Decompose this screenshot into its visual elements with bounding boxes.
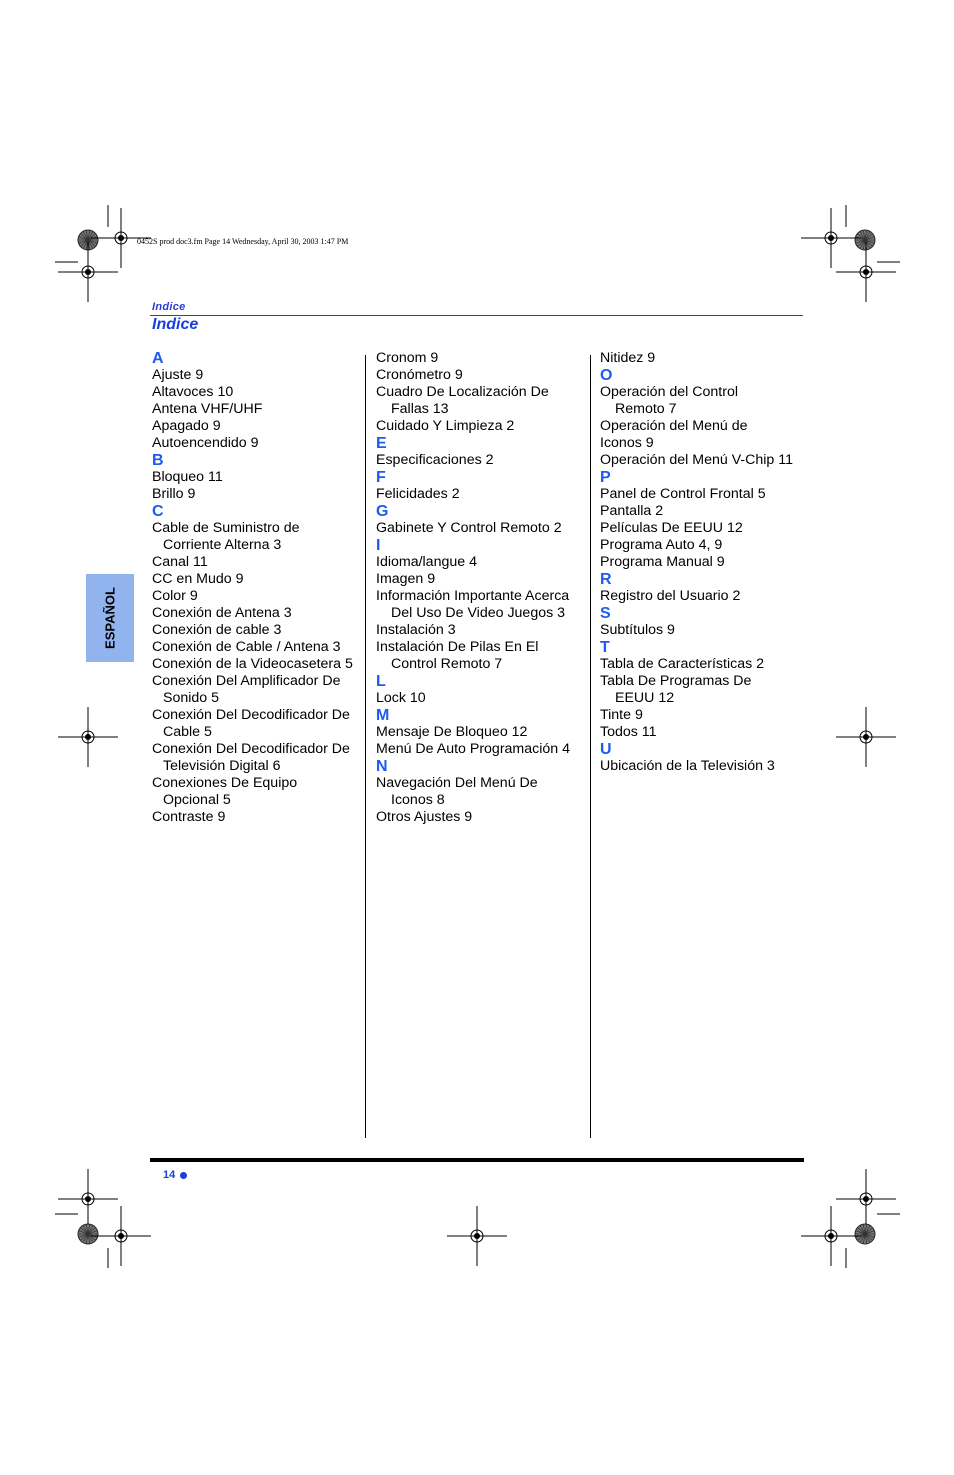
index-entry <box>152 571 362 588</box>
page-title: Indice <box>152 316 199 333</box>
crosshair-icon <box>91 208 151 268</box>
bullet-icon <box>180 1172 187 1179</box>
index-entry <box>152 809 362 826</box>
index-entry <box>600 724 805 741</box>
index-entry-text: CC en Mudo 9 <box>152 571 244 587</box>
index-entry-text: Autoencendido 9 <box>152 435 259 451</box>
index-entry <box>152 367 362 384</box>
index-letter-heading: L <box>376 673 386 690</box>
index-entry <box>600 503 805 520</box>
crosshair-icon <box>58 1169 118 1229</box>
index-entry-text: Panel de Control Frontal 5 <box>600 486 766 502</box>
index-entry-text: Registro del Usuario 2 <box>600 588 741 604</box>
index-entry-text: Cronómetro 9 <box>376 367 463 383</box>
running-header: Indice <box>152 301 186 313</box>
crosshair-icon <box>447 1206 507 1266</box>
index-entry <box>600 622 805 639</box>
index-entry <box>376 622 588 639</box>
index-entry-text: Otros Ajustes 9 <box>376 809 473 825</box>
registration-disc-icon <box>855 230 875 250</box>
index-entry-text: Brillo 9 <box>152 486 196 502</box>
index-entry <box>600 758 805 775</box>
index-entry <box>600 418 805 435</box>
index-entry-text: Instalación 3 <box>376 622 456 638</box>
index-entry-text: Películas De EEUU 12 <box>600 520 743 536</box>
crosshair-icon <box>58 707 118 767</box>
index-entry-text: Información Importante Acerca <box>376 588 570 604</box>
index-entry-text: Operación del Menú V-Chip 11 <box>600 452 793 468</box>
index-entry-text: Imagen 9 <box>376 571 436 587</box>
index-entry-text: Lock 10 <box>376 690 426 706</box>
index-entry-continuation: Televisión Digital 6 <box>163 758 281 774</box>
index-entry-text: Ubicación de la Televisión 3 <box>600 758 775 774</box>
index-entry-text: Cuadro De Localización De <box>376 384 549 400</box>
index-entry <box>152 486 362 503</box>
index-entry <box>152 605 362 622</box>
column-divider <box>365 355 366 1138</box>
index-entry-text: Bloqueo 11 <box>152 469 223 485</box>
index-entry-text: Conexión de Cable / Antena 3 <box>152 639 341 655</box>
index-entry <box>376 486 588 503</box>
index-entry-continuation: Iconos 8 <box>391 792 445 808</box>
index-entry <box>600 656 805 673</box>
index-entry <box>152 741 362 775</box>
index-entry-text: Menú De Auto Programación 4 <box>376 741 571 757</box>
index-letter-heading: S <box>600 605 611 622</box>
index-entry <box>152 384 362 401</box>
index-entry <box>376 588 588 622</box>
index-entry-text: Conexión Del Amplificador De <box>152 673 341 689</box>
index-entry <box>376 724 588 741</box>
index-entry-text: Tabla de Características 2 <box>600 656 765 672</box>
index-entry <box>152 622 362 639</box>
file-info: 0452S prod doc3.fm Page 14 Wednesday, April 30, 2003 1:47 PM <box>137 237 349 246</box>
index-entry <box>600 350 805 367</box>
index-entry <box>600 520 805 537</box>
index-entry <box>376 775 588 809</box>
index-entry-continuation: Opcional 5 <box>163 792 231 808</box>
index-letter-heading: M <box>376 707 390 724</box>
crosshair-icon <box>836 242 896 302</box>
index-letter-heading: R <box>600 571 612 588</box>
header-rule <box>150 315 803 316</box>
index-entry-text: Antena VHF/UHF <box>152 401 263 417</box>
index-entry-text: Color 9 <box>152 588 198 604</box>
index-entry <box>600 452 805 469</box>
index-entry-text: Gabinete Y Control Remoto 2 <box>376 520 562 536</box>
index-entry <box>376 639 588 673</box>
index-entry-text: Altavoces 10 <box>152 384 234 400</box>
footer-rule <box>150 1158 804 1162</box>
index-entry <box>152 588 362 605</box>
index-entry-text: Apagado 9 <box>152 418 221 434</box>
index-entry-text: Programa Manual 9 <box>600 554 725 570</box>
index-entry-text: Cuidado Y Limpieza 2 <box>376 418 515 434</box>
index-entry <box>152 401 362 418</box>
index-entry-text: Conexión de Antena 3 <box>152 605 292 621</box>
language-tab <box>86 574 134 662</box>
index-entry-text: Tabla De Programas De <box>600 673 752 689</box>
crosshair-icon <box>58 242 118 302</box>
index-entry-continuation: Del Uso De Video Juegos 3 <box>391 605 566 621</box>
index-entry-text: Conexión de la Videocasetera 5 <box>152 656 353 672</box>
index-entry-continuation: Remoto 7 <box>615 401 677 417</box>
index-entry-text: Tinte 9 <box>600 707 643 723</box>
index-entry <box>152 435 362 452</box>
index-entry-text: Cable de Suministro de <box>152 520 300 536</box>
index-entry-text: Canal 11 <box>152 554 208 570</box>
crosshair-icon <box>91 1206 151 1266</box>
index-entry-text: Instalación De Pilas En El <box>376 639 539 655</box>
index-column-2 <box>376 350 588 826</box>
crosshair-icon <box>836 707 896 767</box>
index-entry-text: Todos 11 <box>600 724 657 740</box>
index-entry-text: Nitidez 9 <box>600 350 656 366</box>
index-entry-continuation: Control Remoto 7 <box>391 656 503 672</box>
index-entry <box>376 350 588 367</box>
index-entry-text: Cronom 9 <box>376 350 439 366</box>
index-entry-text: Mensaje De Bloqueo 12 <box>376 724 528 740</box>
index-entry <box>376 367 588 384</box>
index-entry <box>600 554 805 571</box>
index-letter-heading: C <box>152 503 164 520</box>
index-entry <box>600 486 805 503</box>
index-letter-heading: A <box>152 350 164 367</box>
index-column-3 <box>600 350 805 775</box>
index-entry-text: Felicidades 2 <box>376 486 460 502</box>
index-entry-text: Conexión Del Decodificador De <box>152 741 350 757</box>
index-entry-continuation: Sonido 5 <box>163 690 220 706</box>
index-entry <box>152 418 362 435</box>
index-entry-text: Iconos 9 <box>600 435 654 451</box>
index-entry-text: Operación del Menú de <box>600 418 748 434</box>
index-letter-heading: G <box>376 503 389 520</box>
index-entry <box>152 775 362 809</box>
index-entry-continuation: Cable 5 <box>163 724 212 740</box>
index-entry-text: Conexión Del Decodificador De <box>152 707 350 723</box>
crosshair-icon <box>801 208 861 268</box>
index-letter-heading: U <box>600 741 612 758</box>
index-letter-heading: P <box>600 469 611 486</box>
index-entry <box>600 673 805 707</box>
index-entry-text: Ajuste 9 <box>152 367 204 383</box>
page-number: 14 <box>163 1169 176 1181</box>
index-letter-heading: B <box>152 452 164 469</box>
index-entry <box>376 554 588 571</box>
index-entry <box>152 673 362 707</box>
index-letter-heading: F <box>376 469 386 486</box>
index-entry-text: Conexiones De Equipo <box>152 775 298 791</box>
index-entry <box>376 690 588 707</box>
index-entry <box>376 384 588 418</box>
index-entry <box>152 656 362 673</box>
index-entry <box>600 707 805 724</box>
index-entry <box>152 707 362 741</box>
index-entry <box>152 639 362 656</box>
index-letter-heading: I <box>376 537 381 554</box>
index-entry-text: Subtítulos 9 <box>600 622 675 638</box>
index-letter-heading: T <box>600 639 610 656</box>
index-entry-text: Pantalla 2 <box>600 503 664 519</box>
index-entry <box>600 537 805 554</box>
index-column-1 <box>152 350 362 826</box>
index-entry-text: Conexión de cable 3 <box>152 622 282 638</box>
language-tab-label: ESPAÑOL <box>102 587 118 649</box>
index-entry <box>376 741 588 758</box>
registration-disc-icon <box>855 1224 875 1244</box>
index-entry-text: Contraste 9 <box>152 809 226 825</box>
index-entry <box>600 384 805 418</box>
index-letter-heading: E <box>376 435 387 452</box>
index-entry <box>600 588 805 605</box>
index-entry <box>376 809 588 826</box>
index-entry <box>600 435 805 452</box>
crosshair-icon <box>801 1206 861 1266</box>
index-entry <box>152 520 362 554</box>
index-entry <box>376 520 588 537</box>
registration-disc-icon <box>78 1224 98 1244</box>
index-entry <box>152 554 362 571</box>
index-entry-text: Operación del Control <box>600 384 739 400</box>
index-entry-text: Idioma/langue 4 <box>376 554 477 570</box>
index-entry <box>152 469 362 486</box>
index-entry-text: Especificaciones 2 <box>376 452 494 468</box>
index-entry <box>376 571 588 588</box>
index-entry-continuation: EEUU 12 <box>615 690 675 706</box>
index-entry <box>376 452 588 469</box>
index-entry-text: Navegación Del Menú De <box>376 775 538 791</box>
column-divider <box>590 355 591 1138</box>
index-entry-text: Programa Auto 4, 9 <box>600 537 723 553</box>
crosshair-icon <box>836 1169 896 1229</box>
index-entry <box>376 418 588 435</box>
index-entry-continuation: Corriente Alterna 3 <box>163 537 282 553</box>
index-letter-heading: O <box>600 367 613 384</box>
index-letter-heading: N <box>376 758 388 775</box>
index-entry-continuation: Fallas 13 <box>391 401 449 417</box>
